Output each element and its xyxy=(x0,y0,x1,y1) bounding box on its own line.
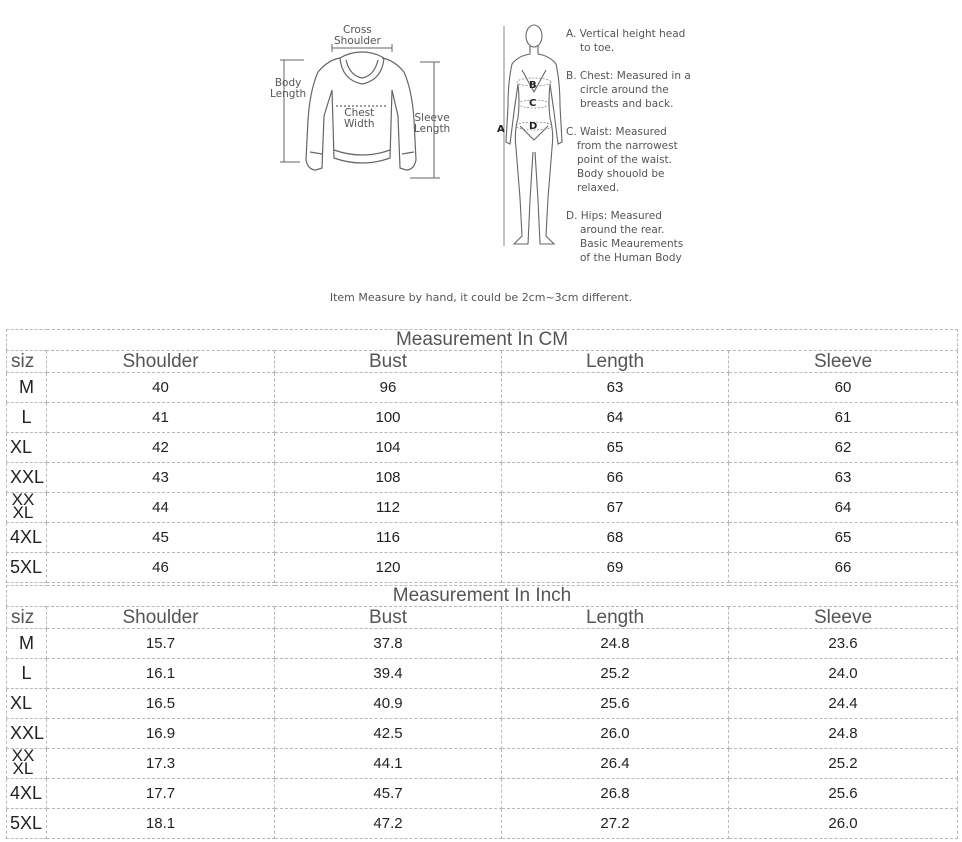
inch-size-table xyxy=(6,585,958,839)
cell-bust: 40.9 xyxy=(275,689,502,719)
guide-c: C. Waist: Measured from the narrowest point of the waist. Body shouold be relaxed. xyxy=(566,126,678,194)
header-bust: Bust xyxy=(275,607,502,629)
cell-shoulder: 17.7 xyxy=(47,779,275,809)
cell-shoulder: 45 xyxy=(47,523,275,553)
cell-bust: 108 xyxy=(275,463,502,493)
table-row xyxy=(7,719,958,749)
human-body-icon xyxy=(500,22,570,257)
cell-length: 27.2 xyxy=(502,809,729,839)
marker-a: A xyxy=(497,124,505,135)
header-length: Length xyxy=(502,351,729,373)
cell-size: 4XL xyxy=(7,523,47,553)
header-bust: Bust xyxy=(275,351,502,373)
cell-shoulder: 18.1 xyxy=(47,809,275,839)
cell-shoulder: 42 xyxy=(47,433,275,463)
cell-bust: 47.2 xyxy=(275,809,502,839)
cell-length: 25.2 xyxy=(502,659,729,689)
cell-bust: 100 xyxy=(275,403,502,433)
header-length: Length xyxy=(502,607,729,629)
cell-shoulder: 41 xyxy=(47,403,275,433)
cell-sleeve: 25.2 xyxy=(729,749,958,779)
cell-shoulder: 16.9 xyxy=(47,719,275,749)
table-row xyxy=(7,809,958,839)
cell-shoulder: 17.3 xyxy=(47,749,275,779)
table-row xyxy=(7,373,958,403)
table-row xyxy=(7,779,958,809)
guide-b: B. Chest: Measured in a circle around the breasts and back. xyxy=(566,70,691,110)
cell-size: 5XL xyxy=(7,809,47,839)
table-row xyxy=(7,749,958,779)
sleeve-length-label: Sleeve Length xyxy=(414,112,451,135)
cell-sleeve: 24.4 xyxy=(729,689,958,719)
cell-length: 24.8 xyxy=(502,629,729,659)
cell-sleeve: 66 xyxy=(729,553,958,583)
chest-width-label: Chest Width xyxy=(344,107,375,130)
cell-shoulder: 46 xyxy=(47,553,275,583)
guide-d: D. Hips: Measured around the rear. Basic Meaurements of the Human Body xyxy=(566,210,684,264)
cell-sleeve: 63 xyxy=(729,463,958,493)
table-title-row xyxy=(7,330,958,351)
cell-sleeve: 62 xyxy=(729,433,958,463)
table-title-row xyxy=(7,586,958,607)
cell-shoulder: 16.1 xyxy=(47,659,275,689)
header-size: siz xyxy=(7,351,47,373)
cell-bust: 116 xyxy=(275,523,502,553)
cell-sleeve: 64 xyxy=(729,493,958,523)
cell-sleeve: 65 xyxy=(729,523,958,553)
cell-sleeve: 61 xyxy=(729,403,958,433)
table-row xyxy=(7,493,958,523)
cell-length: 67 xyxy=(502,493,729,523)
cell-bust: 45.7 xyxy=(275,779,502,809)
marker-c: C xyxy=(529,98,537,109)
cell-length: 26.0 xyxy=(502,719,729,749)
table-row xyxy=(7,523,958,553)
cm-size-table xyxy=(6,329,958,583)
cell-size: L xyxy=(7,403,47,433)
cell-shoulder: 44 xyxy=(47,493,275,523)
cell-length: 64 xyxy=(502,403,729,433)
table-row xyxy=(7,689,958,719)
cell-sleeve: 23.6 xyxy=(729,629,958,659)
cell-shoulder: 40 xyxy=(47,373,275,403)
cell-size: XL xyxy=(7,433,47,463)
cell-size: M xyxy=(7,629,47,659)
cell-shoulder: 43 xyxy=(47,463,275,493)
cell-size xyxy=(7,493,47,523)
measure-note: Item Measure by hand, it could be 2cm~3cm different. xyxy=(329,291,633,304)
cell-sleeve: 24.8 xyxy=(729,719,958,749)
cell-size: XXL xyxy=(7,463,47,493)
cell-size xyxy=(7,749,47,779)
cell-length: 26.4 xyxy=(502,749,729,779)
header-shoulder: Shoulder xyxy=(47,351,275,373)
size-label: XXXL xyxy=(11,492,35,522)
header-size: siz xyxy=(7,607,47,629)
cell-bust: 39.4 xyxy=(275,659,502,689)
cell-bust: 120 xyxy=(275,553,502,583)
header-shoulder: Shoulder xyxy=(47,607,275,629)
size-label: XXXL xyxy=(11,748,35,778)
marker-b: B xyxy=(529,80,537,91)
cell-length: 69 xyxy=(502,553,729,583)
table-header-row xyxy=(7,351,958,373)
cell-size: M xyxy=(7,373,47,403)
cell-size: 4XL xyxy=(7,779,47,809)
cell-sleeve: 60 xyxy=(729,373,958,403)
cell-length: 66 xyxy=(502,463,729,493)
cell-bust: 104 xyxy=(275,433,502,463)
marker-d: D xyxy=(529,121,538,132)
cross-shoulder-label: Cross Shoulder xyxy=(334,24,381,47)
guide-a: A. Vertical height head to toe. xyxy=(566,28,686,54)
body-length-label: Body Length xyxy=(270,77,307,100)
table-header-row xyxy=(7,607,958,629)
header-sleeve: Sleeve xyxy=(729,607,958,629)
table-row xyxy=(7,629,958,659)
table-row xyxy=(7,463,958,493)
cell-shoulder: 16.5 xyxy=(47,689,275,719)
cell-shoulder: 15.7 xyxy=(47,629,275,659)
cell-length: 26.8 xyxy=(502,779,729,809)
cell-bust: 44.1 xyxy=(275,749,502,779)
cell-sleeve: 24.0 xyxy=(729,659,958,689)
cell-length: 68 xyxy=(502,523,729,553)
table-title: Measurement In CM xyxy=(7,330,958,351)
table-row xyxy=(7,553,958,583)
table-row xyxy=(7,433,958,463)
cell-sleeve: 26.0 xyxy=(729,809,958,839)
cell-size: L xyxy=(7,659,47,689)
table-row xyxy=(7,403,958,433)
cell-bust: 112 xyxy=(275,493,502,523)
cell-length: 25.6 xyxy=(502,689,729,719)
size-guide-illustration xyxy=(0,0,962,320)
cell-sleeve: 25.6 xyxy=(729,779,958,809)
cell-length: 65 xyxy=(502,433,729,463)
header-sleeve: Sleeve xyxy=(729,351,958,373)
table-title: Measurement In Inch xyxy=(7,586,958,607)
cell-bust: 42.5 xyxy=(275,719,502,749)
cell-bust: 96 xyxy=(275,373,502,403)
cell-size: XL xyxy=(7,689,47,719)
cell-size: XXL xyxy=(7,719,47,749)
table-row xyxy=(7,659,958,689)
cell-size: 5XL xyxy=(7,553,47,583)
cell-bust: 37.8 xyxy=(275,629,502,659)
cell-length: 63 xyxy=(502,373,729,403)
